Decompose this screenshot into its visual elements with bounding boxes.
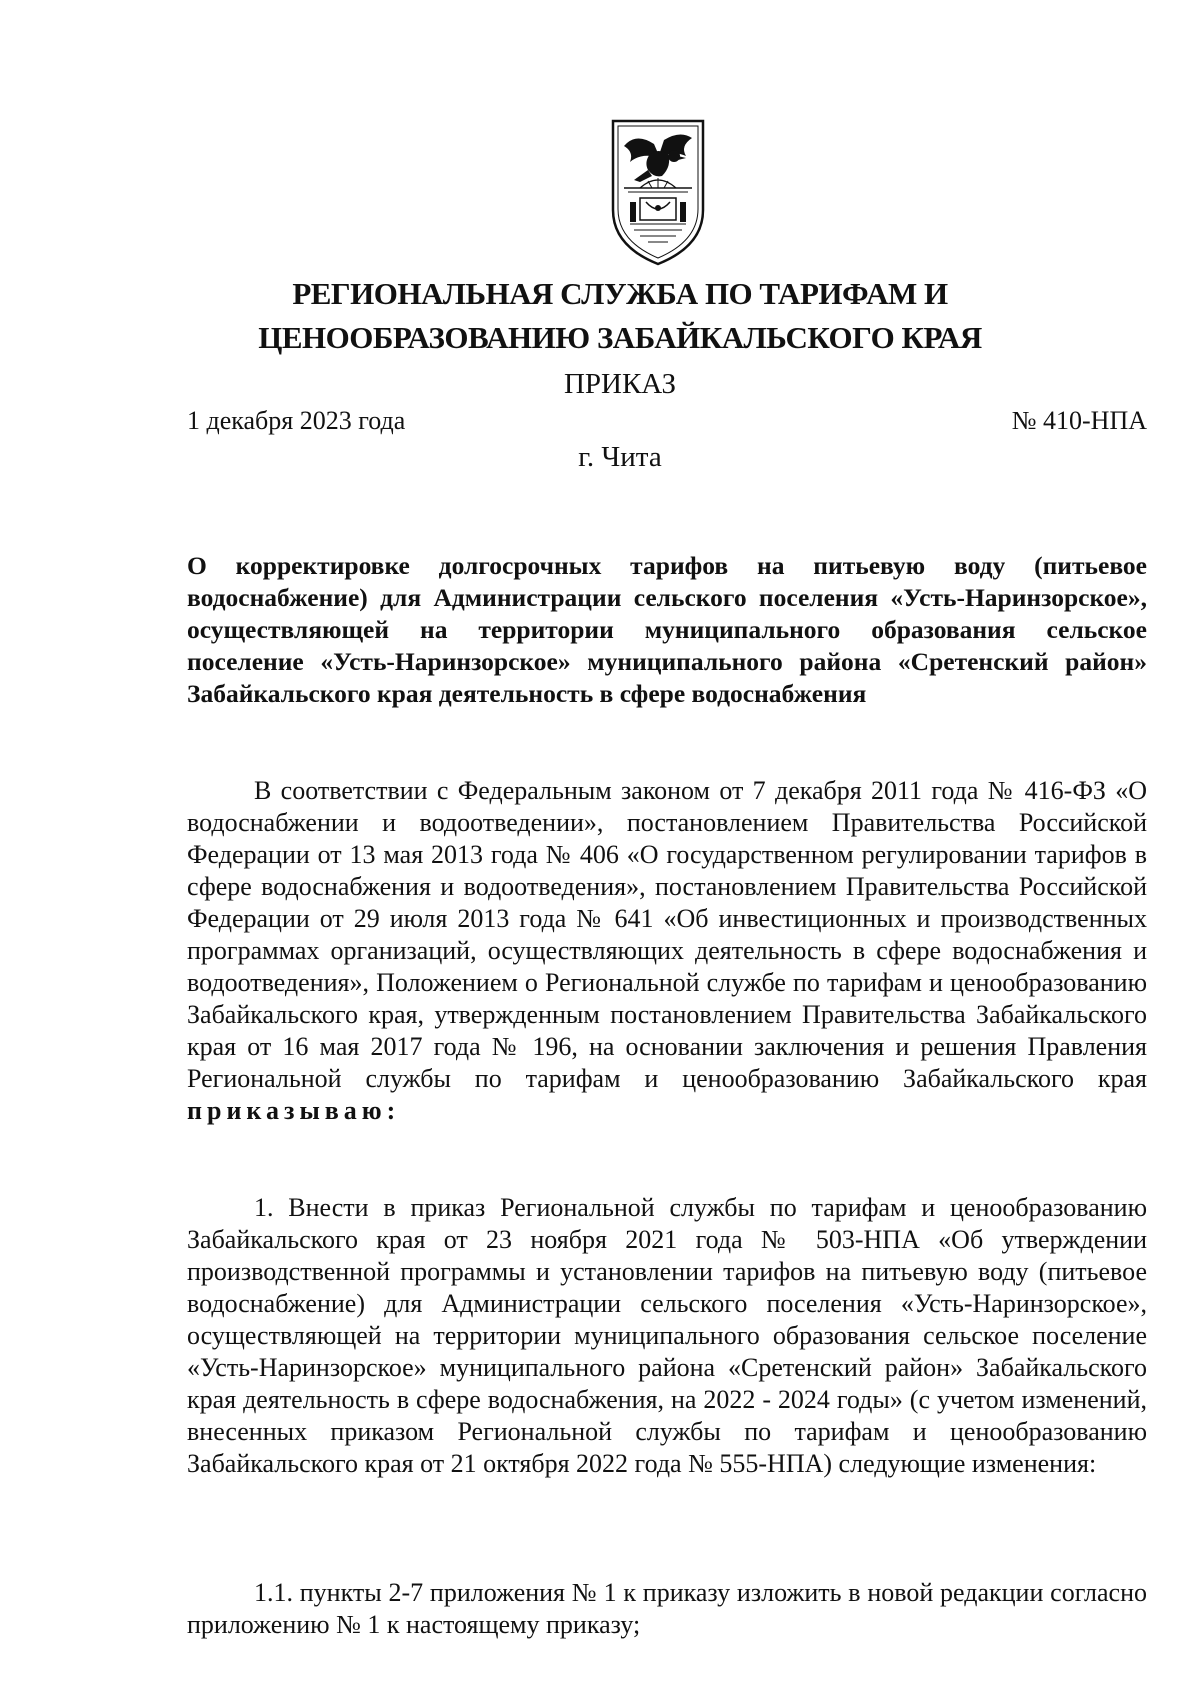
preamble-paragraph <box>187 775 1147 1127</box>
document-type: ПРИКАЗ <box>563 368 677 400</box>
organization-title <box>0 272 1200 360</box>
organization-title-line-1: РЕГИОНАЛЬНАЯ СЛУЖБА ПО ТАРИФАМ И <box>292 276 948 311</box>
document-subject: О корректировке долгосрочных тарифов на питьевую воду (питьевое водоснабжение) для Администрации сельского поселения «Усть-Наринзорское», осуществляющей на территории муниципального образования сельское поселение «Усть-Наринзорское» муниципального района «Сретенский район» Забайкальского края деятельность в сфере водоснабжения <box>187 551 1147 708</box>
order-word: приказываю: <box>187 1096 401 1125</box>
document-number: № 410-НПА <box>1011 406 1147 435</box>
coat-of-arms-emblem <box>610 118 706 268</box>
item-1-paragraph: 1. Внести в приказ Региональной службы по тарифам и ценообразованию Забайкальского края от 23 ноября 2021 года № 503-НПА «Об утверждении производственной программы и установлении тарифов на питьевую воду (питьевое водоснабжение) для Администрации сельского поселения «Усть-Наринзорское», осуществляющей на территории муниципального образования сельское поселение «Усть-Наринзорское» муниципального района «Сретенский район» Забайкальского края деятельность в сфере водоснабжения, на 2022 - 2024 годы» (с учетом изменений, внесенных приказом Региональной службы по тарифам и ценообразованию Забайкальского края от 21 октября 2022 года № 555-НПА) следующие изменения: <box>187 1193 1147 1478</box>
document-city: г. Чита <box>578 441 662 473</box>
preamble-text: В соответствии с Федеральным законом от 7 декабря 2011 года № 416-ФЗ «О водоснабжении и водоотведении», постановлением Правительства Российской Федерации от 13 мая 2013 года № 406 «О государственном регулировании тарифов в сфере водоснабжения и водоотведения», постановлением Правительства Российской Федерации от 29 июля 2013 года № 641 «Об инвестиционных и производственных программах организаций, осуществляющих деятельность в сфере водоснабжения и водоотведения», Положением о Региональной службе по тарифам и ценообразованию Забайкальского края, утвержденным постановлением Правительства Забайкальского края от 16 мая 2017 года № 196, на основании заключения и решения Правления Региональной службы по тарифам и ценообразованию Забайкальского края <box>187 776 1147 1093</box>
organization-title-line-2: ЦЕНООБРАЗОВАНИЮ ЗАБАЙКАЛЬСКОГО КРАЯ <box>258 320 982 355</box>
document-date: 1 декабря 2023 года <box>187 406 406 435</box>
item-1-1-paragraph: 1.1. пункты 2-7 приложения № 1 к приказу изложить в новой редакции согласно приложению № 1 к настоящему приказу; <box>187 1578 1147 1639</box>
